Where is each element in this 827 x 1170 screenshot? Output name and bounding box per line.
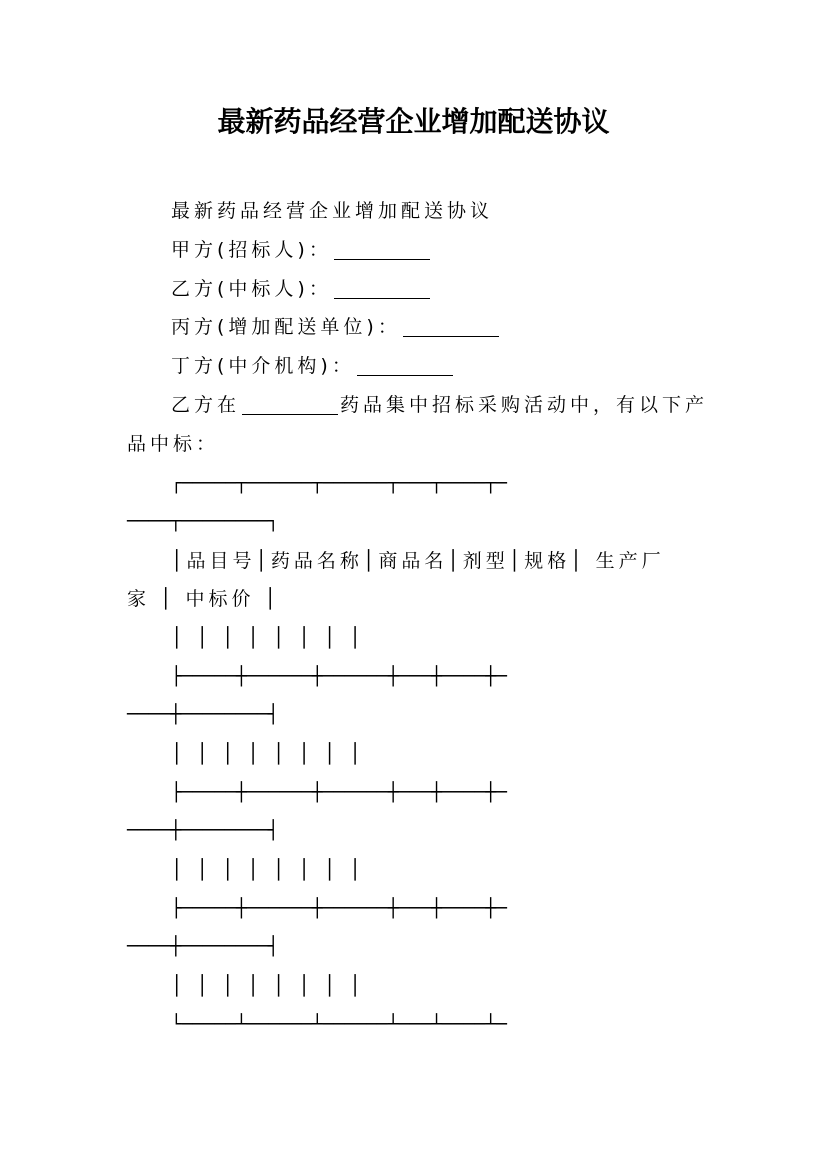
agreement-heading: 最新药品经营企业增加配送协议 bbox=[171, 200, 494, 222]
table-mid-border-2b: ────┼────────┤ bbox=[127, 820, 279, 841]
table-mid-border-1a: ├─────┼──────┼──────┼───┼────┼─ bbox=[171, 666, 507, 687]
table-row-empty-1: │ │ │ │ │ │ │ │ bbox=[171, 627, 365, 649]
party-c-label: 丙方(增加配送单位)： bbox=[171, 316, 401, 338]
table-mid-border-1b: ────┼────────┤ bbox=[127, 704, 279, 725]
table-mid-border-3a: ├─────┼──────┼──────┼───┼────┼─ bbox=[171, 898, 507, 919]
party-a-label: 甲方(招标人)： bbox=[171, 239, 332, 261]
party-d-label: 丁方(中介机构)： bbox=[171, 355, 355, 377]
party-b-line bbox=[171, 270, 432, 308]
party-d-line bbox=[171, 347, 455, 385]
party-b-label: 乙方(中标人)： bbox=[171, 278, 332, 300]
table-top-border-1: ┌─────┬──────┬──────┬───┬────┬─ bbox=[171, 473, 507, 494]
table-row-empty-3: │ │ │ │ │ │ │ │ bbox=[171, 859, 365, 881]
party-c-blank bbox=[403, 312, 499, 337]
body-paragraph-line2: 品中标： bbox=[127, 433, 220, 455]
document-title: 最新药品经营企业增加配送协议 bbox=[217, 105, 610, 138]
party-c-line bbox=[171, 308, 501, 346]
party-a-line bbox=[171, 231, 432, 269]
table-row-empty-2: │ │ │ │ │ │ │ │ bbox=[171, 743, 365, 765]
table-top-border-2: ────┬────────┐ bbox=[127, 511, 279, 532]
table-mid-border-2a: ├─────┼──────┼──────┼───┼────┼─ bbox=[171, 782, 507, 803]
body-paragraph-line1 bbox=[171, 386, 708, 424]
party-a-blank bbox=[334, 235, 430, 260]
table-row-empty-4: │ │ │ │ │ │ │ │ bbox=[171, 975, 365, 997]
table-header-line2: 家 │ 中标价 │ bbox=[127, 588, 280, 610]
party-b-blank bbox=[334, 274, 430, 299]
activity-blank bbox=[242, 390, 338, 415]
party-d-blank bbox=[357, 351, 453, 376]
body-text-pre: 乙方在 bbox=[171, 394, 241, 416]
table-bottom-border-1: └─────┴──────┴──────┴───┴────┴─ bbox=[171, 1014, 507, 1035]
table-mid-border-3b: ────┼────────┤ bbox=[127, 936, 279, 957]
table-header-line1: │品目号│药品名称│商品名│剂型│规格│ 生产厂 bbox=[171, 550, 665, 572]
body-text-post: 药品集中招标采购活动中，有以下产 bbox=[340, 394, 709, 416]
